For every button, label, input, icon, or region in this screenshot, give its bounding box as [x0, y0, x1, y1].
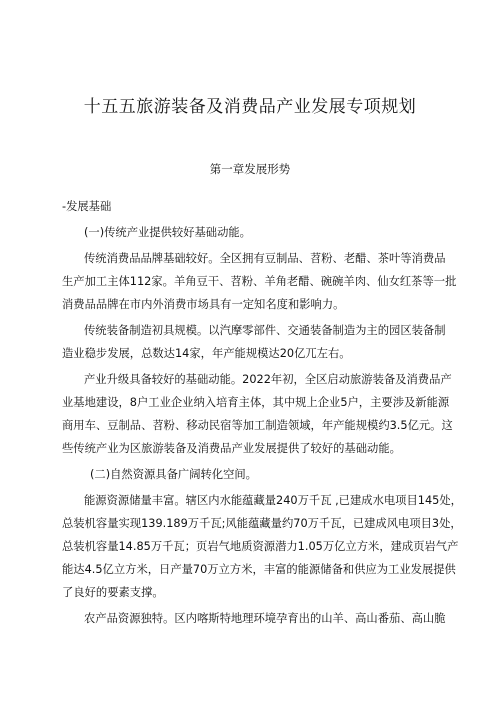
paragraph-consumer-brands: [62, 247, 457, 316]
subsection-heading-1: (一)传统产业提供较好基础动能。: [84, 226, 251, 239]
paragraph-line: 总装机容量14.85万千瓦；页岩气地质资源潜力1.05万亿立方米，建成页岩气产: [62, 540, 459, 553]
paragraph-line: 传统装备制造初具规模。以汽摩零部件、交通装备制造为主的园区装备制: [84, 324, 446, 337]
paragraph-line: 生产加工主体112家。羊角豆干、苕粉、羊角老醋、碗碗羊肉、仙女红茶等一批: [62, 275, 457, 288]
paragraph-energy-resources: [62, 489, 462, 604]
paragraph-line: 传统消费品品牌基础较好。全区拥有豆制品、苕粉、老醋、茶叶等消费品: [84, 252, 446, 265]
paragraph-line: 业基地建设，8户工业企业纳入培育主体，其中规上企业5户，主要涉及新能源: [62, 396, 450, 409]
paragraph-line: 总装机容量实现139.189万千瓦;风能蕴藏量约70万千瓦，已建成风电项目3处，: [62, 517, 462, 530]
paragraph-agricultural-resources: [62, 607, 446, 630]
paragraph-line: 消费品品牌在市内外消费市场具有一定知名度和影响力。: [62, 298, 345, 311]
paragraph-line: 造业稳步发展，总数达14家，年产能规模达20亿兀左右。: [62, 347, 351, 360]
paragraph-industry-upgrade: [62, 368, 453, 460]
paragraph-line: 农产品资源独特。区内喀斯特地理环境孕育出的山羊、高山番茄、高山脆: [84, 612, 446, 625]
paragraph-line: 能源资源储量丰富。辖区内水能蕴藏量240万千瓦 ,已建成水电项目145处，: [84, 494, 462, 507]
paragraph-line: 些传统产业为区旅游装备及消费品产业发展提供了较好的基础动能。: [62, 442, 401, 455]
chapter-heading: 第一章发展形势: [209, 162, 291, 176]
paragraph-line: 了良好的要素支撑。: [62, 586, 164, 599]
paragraph-line: 能达4.5亿立方米，日产量70万立方米，丰富的能源储备和供应为工业发展提供: [62, 563, 456, 576]
document-title: 十五五旅游装备及消费品产业发展专项规划: [83, 97, 417, 117]
subsection-heading-2: (二)自然资源具备广阔转化空间。: [90, 468, 257, 481]
paragraph-line: 商用车、豆制品、苕粉、移动民宿等加工制造领域，年产能规模约3.5亿元。这: [62, 419, 453, 432]
document-body: [62, 195, 462, 630]
paragraph-equipment-manufacturing: [62, 319, 446, 365]
paragraph-line: 产业升级具备较好的基础动能。2022年初，全区启动旅游装备及消费品产: [84, 373, 452, 386]
section-heading: -发展基础: [62, 200, 112, 213]
